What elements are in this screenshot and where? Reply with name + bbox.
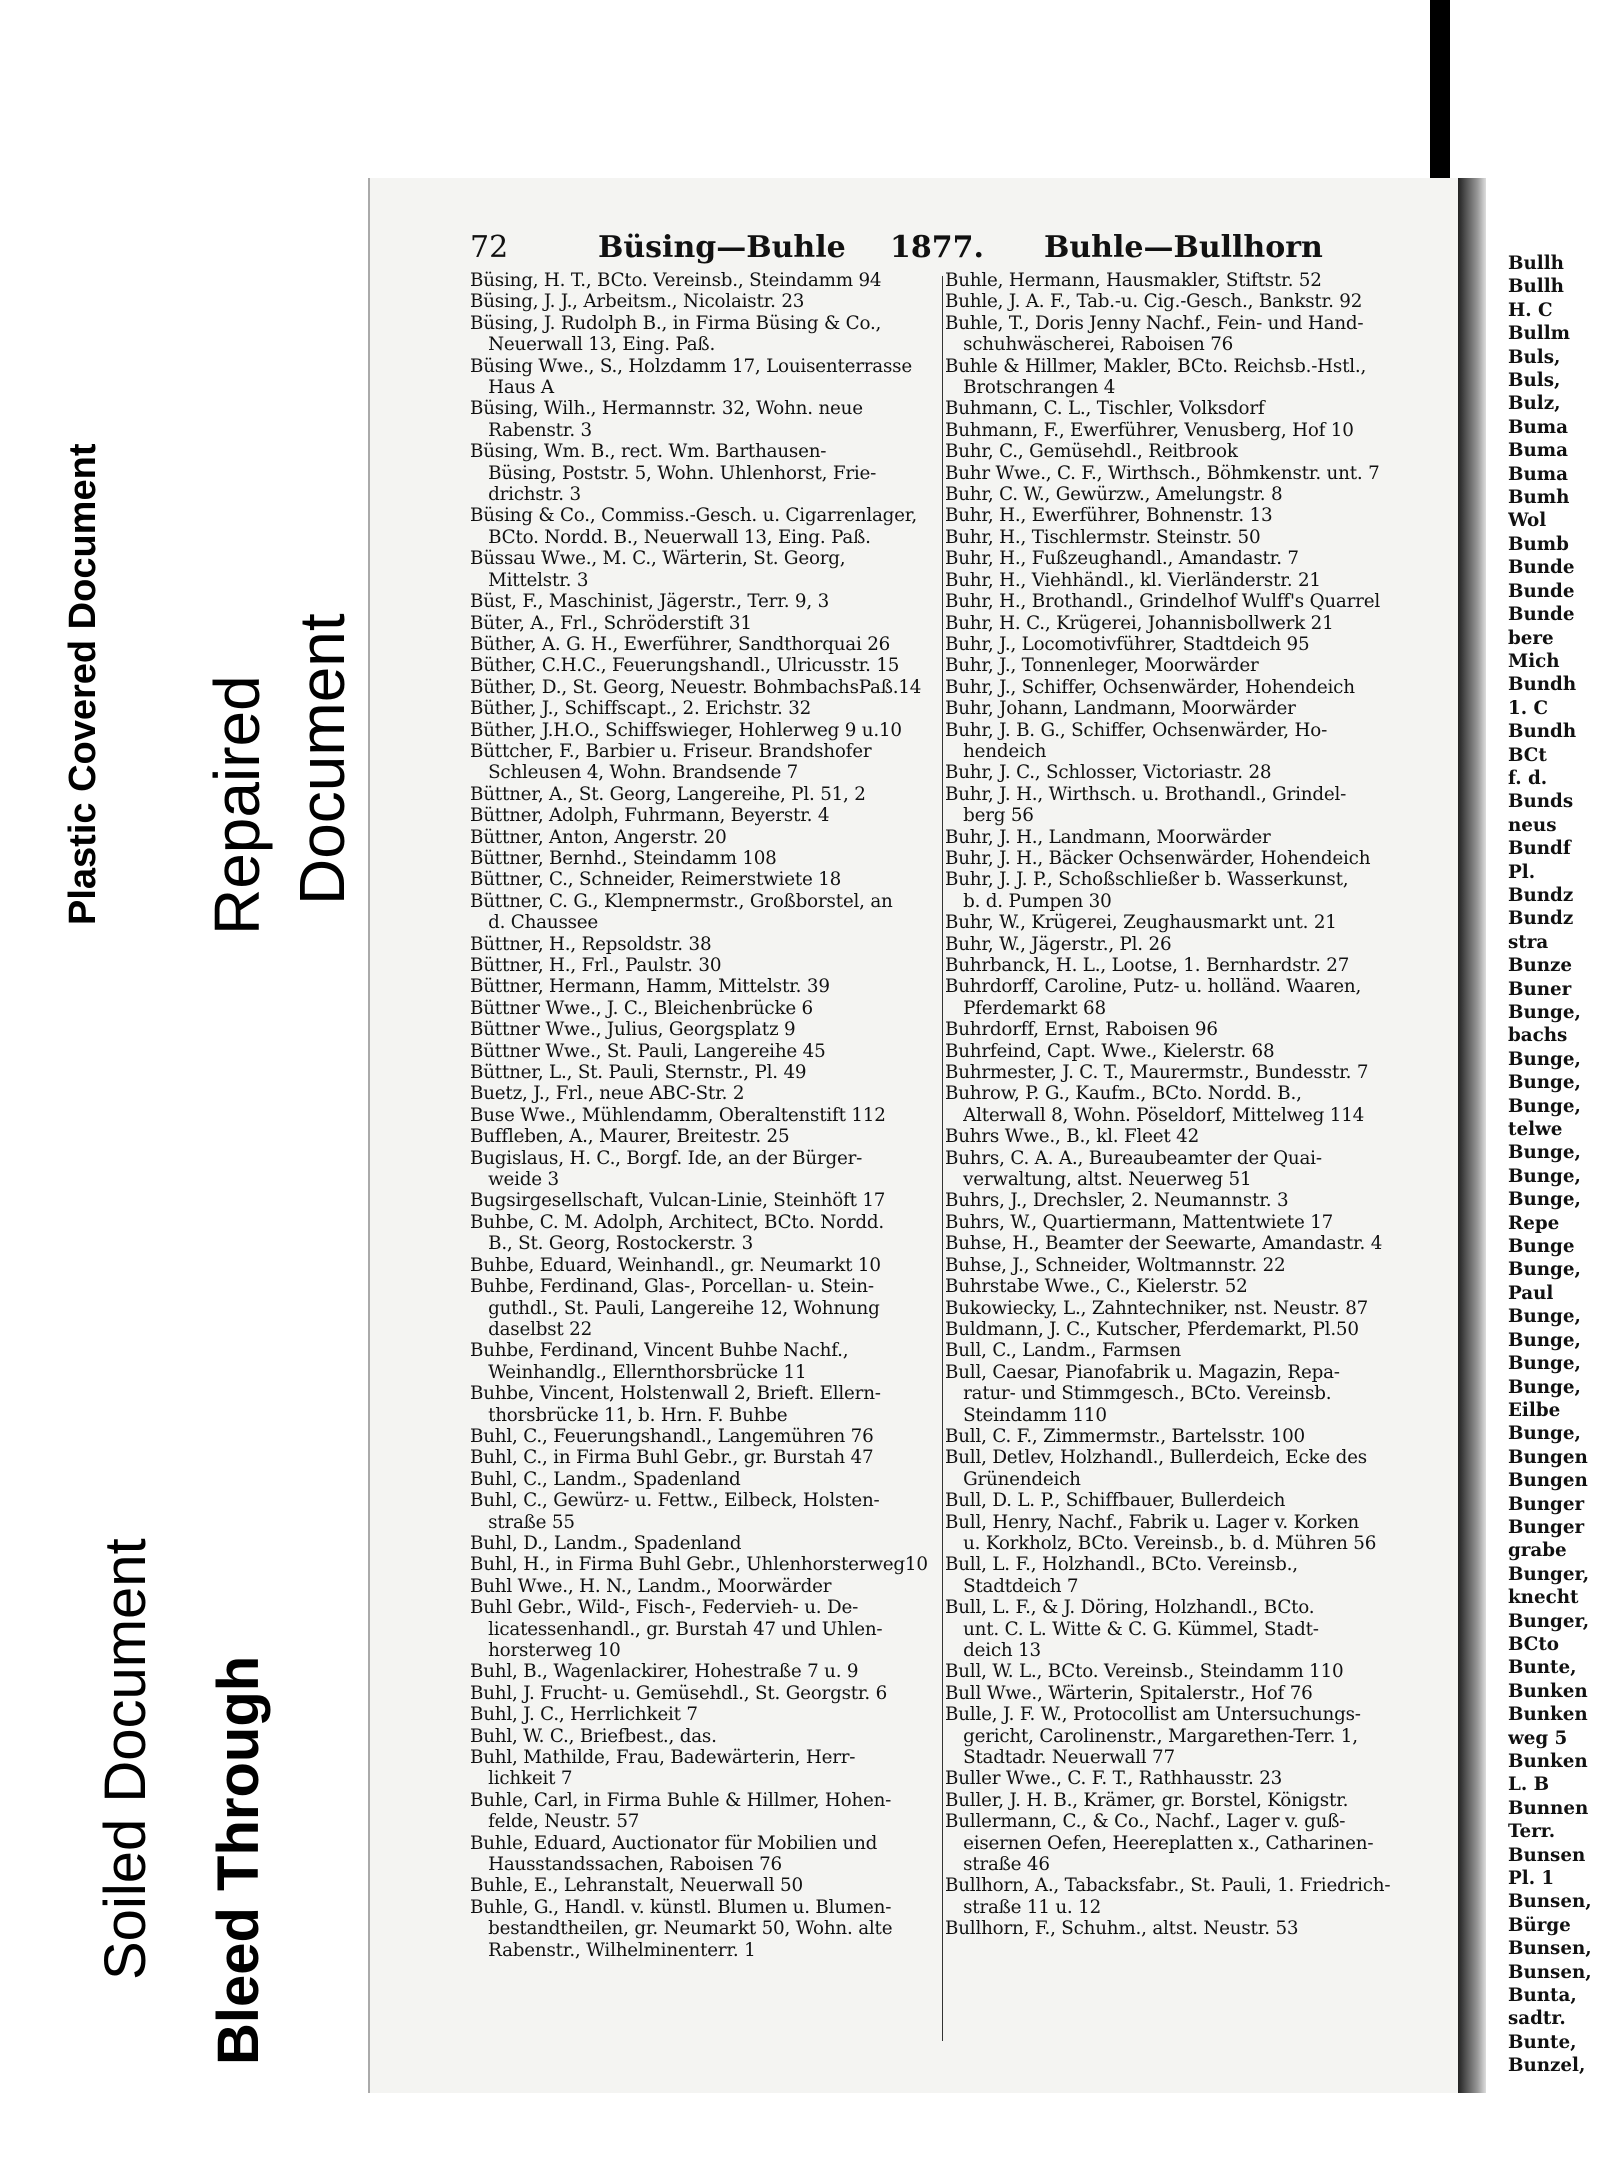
directory-entry: lichkeit 7 [470,1768,573,1790]
next-page-entry: Bunge, [1508,1329,1581,1351]
next-page-entry: H. C [1508,299,1553,321]
directory-entry: Buhr, W., Krügerei, Zeughausmarkt unt. 21 [945,912,1337,934]
directory-entry: Buhr, J., Locomotivführer, Stadtdeich 95 [945,633,1310,655]
directory-entry: Buhrmester, J. C. T., Maurermstr., Bundesstr. 7 [945,1062,1369,1084]
directory-entry: Buhrstabe Wwe., C., Kielerstr. 52 [945,1276,1248,1298]
directory-entry: Büssau Wwe., M. C., Wärterin, St. Georg, [470,548,846,570]
next-page-entry: Eilbe [1508,1399,1561,1421]
directory-entry: Büttner, C. G., Klempnermstr., Großborstel, an [470,890,893,912]
directory-entry: Bullhorn, A., Tabacksfabr., St. Pauli, 1. Friedrich- [945,1875,1391,1897]
page-header [470,230,1470,270]
directory-entry: weide 3 [470,1169,559,1191]
directory-entry: Bulle, J. F. W., Protocollist am Untersuchungs- [945,1704,1361,1726]
next-page-entry: Wol [1508,510,1547,532]
directory-entry: Buhrbanck, H. L., Lootse, 1. Bernhardstr. 27 [945,955,1350,976]
next-page-entry: Pl. 1 [1508,1868,1555,1890]
directory-entry: Bull, C. F., Zimmermstr., Bartelsstr. 100 [945,1425,1305,1447]
directory-entry: Buhr, J. C., Schlosser, Victoriastr. 28 [945,762,1272,784]
directory-entry: gericht, Carolinenstr., Margarethen-Terr. 1, [945,1725,1358,1747]
directory-entry: Büttner, Anton, Angerstr. 20 [470,826,727,848]
directory-entry: Büsing, Wm. B., rect. Wm. Barthausen- [470,441,827,463]
directory-entry: Buse Wwe., Mühlendamm, Oberaltenstift 112 [470,1104,886,1126]
next-page-fragment [1508,252,1600,2082]
next-page-entry: Bundf [1508,838,1571,860]
next-page-entry: Buma [1508,440,1568,462]
directory-entry: Bugislaus, H. C., Borgf. Ide, an der Bürger- [470,1147,863,1169]
plastic-covered-label: Plastic Covered Document [62,443,104,925]
directory-entry: Buhr, J., Tonnenleger, Moorwärder [945,655,1259,677]
next-page-entry: Bunte, [1508,2031,1577,2053]
directory-entry: Buhl, Mathilde, Frau, Badewärterin, Herr- [470,1747,856,1769]
directory-entry: Büttner Wwe., St. Pauli, Langereihe 45 [470,1040,826,1062]
directory-entry: Büttner, C., Schneider, Reimerstwiete 18 [470,869,842,891]
directory-entry: felde, Neustr. 57 [470,1811,640,1833]
next-page-entry: Bullh [1508,276,1564,298]
directory-entry: Bull, D. L. P., Schiffbauer, Bullerdeich [945,1490,1286,1512]
directory-entry: Büther, J.H.O., Schiffswieger, Hohlerweg 9 u.10 [470,719,902,741]
next-page-entry: Bunge, [1508,1142,1581,1164]
next-page-entry: Bumh [1508,487,1570,509]
next-page-entry: Buls, [1508,346,1561,368]
directory-entry: Buhle, Eduard, Auctionator für Mobilien und [470,1832,878,1854]
directory-entry: Buhr, C. W., Gewürzw., Amelungstr. 8 [945,484,1283,506]
next-page-entry: Paul [1508,1282,1554,1304]
next-page-entry: Bürge [1508,1914,1571,1936]
next-page-entry: bachs [1508,1025,1568,1047]
book-gutter [1458,178,1486,2093]
directory-entry: Buhle & Hillmer, Makler, BCto. Reichsb.-Hstl., [945,355,1367,377]
directory-entry: Schleusen 4, Wohn. Brandsende 7 [470,762,799,784]
directory-entry: Buhl, J. Frucht- u. Gemüsehdl., St. Georgstr. 6 [470,1682,888,1704]
next-page-entry: Bulz, [1508,393,1561,415]
page-number: 72 [470,230,509,265]
next-page-entry: Bunge, [1508,1165,1581,1187]
directory-entry: horsterweg 10 [470,1640,621,1661]
next-page-entry: Bunken [1508,1680,1588,1702]
directory-entry: Büsing, H. T., BCto. Vereinsb., Steindamm 94 [470,270,882,291]
directory-entry: Buhle, G., Handl. v. künstl. Blumen u. Blumen- [470,1896,892,1918]
directory-entry: Steindamm 110 [945,1404,1107,1426]
directory-entry: straße 11 u. 12 [945,1896,1102,1918]
directory-entry: Brotschrangen 4 [945,377,1116,399]
next-page-entry: neus [1508,814,1557,836]
directory-entry: thorsbrücke 11, b. Hrn. F. Buhbe [470,1404,788,1426]
directory-entry: Büttner Wwe., J. C., Bleichenbrücke 6 [470,997,813,1019]
next-page-entry: Buner [1508,978,1572,1000]
directory-entry: Bull, W. L., BCto. Vereinsb., Steindamm 110 [945,1661,1344,1683]
directory-entry: Buffleben, A., Maurer, Breitestr. 25 [470,1126,790,1148]
next-page-entry: Bunger [1508,1516,1585,1538]
directory-entry: Bull Wwe., Wärterin, Spitalerstr., Hof 76 [945,1682,1313,1704]
next-page-entry: Bunger, [1508,1563,1590,1585]
directory-entry: Buhl, C., Feuerungshandl., Langemühren 76 [470,1425,874,1447]
next-page-entry: Bunnen [1508,1797,1589,1819]
directory-entry: Rabenstr. 3 [470,419,592,441]
next-page-entry: L. B [1508,1774,1550,1796]
directory-entry: Buhr, H., Ewerführer, Bohnenstr. 13 [945,505,1273,527]
next-page-entry: Bunde [1508,580,1575,602]
next-page-entry: Bunger, [1508,1610,1590,1632]
next-page-entry: bere [1508,627,1554,649]
directory-entry: Bull, Detlev, Holzhandl., Bullerdeich, Ecke des [945,1447,1367,1469]
directory-entry: Buhmann, C. L., Tischler, Volksdorf [945,398,1265,420]
directory-entry: Buhrs, W., Quartiermann, Mattentwiete 17 [945,1211,1334,1233]
directory-entry: Büsing, Wilh., Hermannstr. 32, Wohn. neue [470,398,863,420]
directory-entry: Büttner, A., St. Georg, Langereihe, Pl. 51, 2 [470,783,866,805]
next-page-entry: f. d. [1508,767,1548,789]
directory-entry: Buhle, J. A. F., Tab.-u. Cig.-Gesch., Bankstr. 92 [945,291,1363,313]
directory-entry: Bull, Caesar, Pianofabrik u. Magazin, Repa- [945,1361,1340,1383]
next-page-entry: Buma [1508,416,1568,438]
directory-entry: Büttner Wwe., Julius, Georgsplatz 9 [470,1019,796,1041]
next-page-entry: Bunde [1508,604,1575,626]
next-page-entry: Bunken [1508,1751,1588,1772]
directory-entry: Buhr, H. C., Krügerei, Johannisbollwerk 21 [945,612,1334,634]
next-page-entry: Bundh [1508,721,1577,743]
directory-entry: Büttcher, F., Barbier u. Friseur. Brandshofer [470,740,872,762]
directory-entry: straße 46 [945,1854,1050,1876]
directory-entry: Buhle, T., Doris Jenny Nachf., Fein- und Hand- [945,312,1364,334]
directory-entry: Bull, C., Landm., Farmsen [945,1340,1181,1362]
directory-entry: Buhmann, F., Ewerführer, Venusberg, Hof 10 [945,419,1354,441]
next-page-entry: Repe [1508,1212,1560,1234]
directory-entry: Buhl, C., Landm., Spadenland [470,1468,741,1490]
repaired-label-line2: Document [286,613,358,905]
next-page-entry: Bunzel, [1508,2055,1586,2077]
bleed-through-label: Bleed Through [206,1655,271,2065]
directory-entry: u. Korkholz, BCto. Vereinsb., b. d. Mühren 56 [945,1532,1377,1554]
directory-entry: Rabenstr., Wilhelminenterr. 1 [470,1939,756,1961]
right-range-heading: Buhle—Bullhorn [1044,230,1323,265]
directory-entry: licatessenhandl., gr. Burstah 47 und Uhlen- [470,1618,883,1640]
directory-entry: Buhbe, Ferdinand, Glas-, Porcellan- u. Stein- [470,1276,874,1298]
next-page-entry: Bundz [1508,884,1574,906]
directory-entry: Bugsirgesellschaft, Vulcan-Linie, Steinhöft 17 [470,1190,886,1212]
directory-entry: Buhr, J. J. P., Schoßschließer b. Wasserkunst, [945,869,1349,891]
year-heading: 1877. [890,230,984,265]
directory-entry: Büsing, J. Rudolph B., in Firma Büsing & Co., [470,312,882,334]
next-page-entry: Bunds [1508,791,1574,813]
next-page-entry: Bunsen, [1508,1961,1592,1983]
directory-entry: Büttner, Hermann, Hamm, Mittelstr. 39 [470,976,830,998]
next-page-entry: Bungen [1508,1446,1588,1468]
next-page-entry: Bunge, [1508,1423,1581,1445]
directory-entry: Buhr, W., Jägerstr., Pl. 26 [945,933,1172,955]
next-page-entry: BCto [1508,1633,1559,1655]
next-page-entry: Bunze [1508,955,1573,977]
next-page-entry: Pl. [1508,861,1536,883]
next-page-entry: Bunde [1508,557,1575,579]
directory-entry: Grünendeich [945,1468,1081,1490]
next-page-entry: weg 5 [1508,1727,1568,1749]
directory-entry: Buhrs, C. A. A., Bureaubeamter der Quai- [945,1147,1322,1169]
directory-entry: verwaltung, altst. Neuerweg 51 [945,1169,1252,1191]
next-page-entry: Bunte, [1508,1657,1577,1679]
directory-entry: Buldmann, J. C., Kutscher, Pferdemarkt, Pl.50 [945,1318,1359,1340]
directory-entry: Büsing & Co., Commiss.-Gesch. u. Cigarrenlager, [470,505,917,527]
directory-entry: Stadtadr. Neuerwall 77 [945,1747,1175,1769]
next-page-entry: Mich [1508,650,1560,672]
directory-entry: Buhr, H., Viehhändl., kl. Vierländerstr. 21 [945,569,1321,591]
directory-entry: Buller Wwe., C. F. T., Rathhausstr. 23 [945,1768,1283,1790]
directory-entry: Stadtdeich 7 [945,1575,1079,1597]
directory-entry: Pferdemarkt 68 [945,997,1106,1019]
directory-entry: Büsing, Poststr. 5, Wohn. Uhlenhorst, Frie- [470,462,877,484]
directory-entry: b. d. Pumpen 30 [945,890,1112,912]
next-page-entry: telwe [1508,1119,1563,1141]
directory-entry: ratur- und Stimmgesch., BCto. Vereinsb. [945,1383,1332,1405]
directory-entry: Büttner, Bernhd., Steindamm 108 [470,847,777,869]
next-page-entry: 1. C [1508,697,1548,719]
next-page-entry: Buls, [1508,370,1561,392]
next-page-entry: Bunge, [1508,1002,1581,1023]
next-page-entry: Bullh [1508,253,1564,274]
directory-entry: Alterwall 8, Wohn. Pöseldorf, Mittelweg 114 [945,1104,1365,1126]
directory-entry: Buhr Wwe., C. F., Wirthsch., Böhmkenstr. unt. 7 [945,462,1380,484]
directory-entry: Buhr, J., Schiffer, Ochsenwärder, Hohendeich [945,676,1355,698]
directory-entry: Buetz, J., Frl., neue ABC-Str. 2 [470,1083,745,1105]
directory-entry: daselbst 22 [470,1318,593,1340]
next-page-entry: Bunsen [1508,1844,1586,1866]
directory-entry: d. Chaussee [470,912,599,934]
directory-entry: Büttner, H., Repsoldstr. 38 [470,933,712,955]
scanned-page [368,178,1460,2093]
next-page-entry: Bunge, [1508,1353,1581,1375]
directory-entry: Buhbe, Ferdinand, Vincent Buhbe Nachf., [470,1340,849,1362]
directory-entry: Buhl Gebr., Wild-, Fisch-, Federvieh- u. De- [470,1597,859,1619]
directory-entry: Buhrs, J., Drechsler, 2. Neumannstr. 3 [945,1190,1289,1212]
directory-entry: eisernen Oefen, Heereplatten x., Catharinen- [945,1832,1374,1854]
directory-entry: Büther, C.H.C., Feuerungshandl., Ulricusstr. 15 [470,655,900,677]
directory-entry: Büther, J., Schiffscapt., 2. Erichstr. 32 [470,698,812,720]
directory-entry: Büttner, Adolph, Fuhrmann, Beyerstr. 4 [470,805,830,827]
directory-entry: Buhr, C., Gemüsehdl., Reitbrook [945,441,1238,463]
directory-entry: BCto. Nordd. B., Neuerwall 13, Eing. Paß. [470,526,871,548]
left-range-heading: Büsing—Buhle [598,230,846,265]
directory-entry: Buhr, H., Tischlermstr. Steinstr. 50 [945,526,1261,548]
directory-entry: Buhbe, C. M. Adolph, Architect, BCto. Nordd. [470,1211,885,1233]
directory-entry: Buhl, C., Gewürz- u. Fettw., Eilbeck, Holsten- [470,1490,880,1512]
directory-entry: drichstr. 3 [470,484,581,506]
next-page-entry: BCt [1508,744,1547,766]
directory-entry: Buhrow, P. G., Kaufm., BCto. Nordd. B., [945,1083,1302,1105]
directory-entry: Buhr, Johann, Landmann, Moorwärder [945,698,1296,720]
directory-entry: Buhl, B., Wagenlackirer, Hohestraße 7 u. 9 [470,1661,859,1683]
directory-entry: Buhrs Wwe., B., kl. Fleet 42 [945,1126,1200,1148]
directory-entry: Bull, L. F., Holzhandl., BCto. Vereinsb., [945,1554,1298,1576]
directory-entry: Buhrdorff, Ernst, Raboisen 96 [945,1019,1218,1041]
directory-entry: Buhle, E., Lehranstalt, Neuerwall 50 [470,1875,803,1897]
directory-entry: Büther, D., St. Georg, Neuestr. BohmbachsPaß.14 [470,676,922,698]
directory-entry: Buhl, H., in Firma Buhl Gebr., Uhlenhorsterweg10 [470,1554,928,1576]
next-page-entry: grabe [1508,1540,1567,1562]
next-page-entry: Bunsen, [1508,1891,1592,1913]
directory-entry: Buhrfeind, Capt. Wwe., Kielerstr. 68 [945,1040,1275,1062]
directory-entry: Mittelstr. 3 [470,569,589,591]
directory-entry: Haus A [470,377,554,399]
directory-entry: Buhl, W. C., Briefbest., das. [470,1725,717,1747]
directory-entry: Büsing, J. J., Arbeitsm., Nicolaistr. 23 [470,291,805,313]
soiled-document-label: Soiled Document [93,1538,158,1980]
directory-entry: berg 56 [945,805,1034,827]
directory-entry: Buhr, J. B. G., Schiffer, Ochsenwärder, Ho- [945,719,1328,741]
next-page-entry: Bunsen, [1508,1938,1592,1960]
directory-entry: guthdl., St. Pauli, Langereihe 12, Wohnung [470,1297,880,1319]
directory-entry: Bullhorn, F., Schuhm., altst. Neustr. 53 [945,1918,1299,1940]
directory-entry: Buhr, J. H., Landmann, Moorwärder [945,826,1271,848]
right-column [945,270,1405,1940]
directory-entry: Büter, A., Frl., Schröderstift 31 [470,612,752,634]
next-page-entry: Bunta, [1508,1985,1577,2007]
directory-entry: Bukowiecky, L., Zahntechniker, nst. Neustr. 87 [945,1297,1369,1319]
next-page-entry: Bunge, [1508,1306,1581,1328]
next-page-entry: Bullm [1508,323,1570,345]
directory-entry: Buhl, J. C., Herrlichkeit 7 [470,1704,698,1726]
next-page-entry: Bunge, [1508,1189,1581,1211]
next-page-entry: knecht [1508,1587,1579,1609]
directory-entry: hendeich [945,740,1047,762]
directory-entry: bestandtheilen, gr. Neumarkt 50, Wohn. alte [470,1918,893,1940]
directory-entry: Buhbe, Vincent, Holstenwall 2, Brieft. Ellern- [470,1383,881,1405]
directory-entry: Buhl Wwe., H. N., Landm., Moorwärder [470,1575,832,1597]
next-page-entry: Bumb [1508,533,1569,555]
directory-entry: Büther, A. G. H., Ewerführer, Sandthorquai 26 [470,633,891,655]
next-page-entry: Buma [1508,463,1568,485]
directory-entry: straße 55 [470,1511,575,1533]
directory-entry: Buhrdorff, Caroline, Putz- u. holländ. Waaren, [945,976,1362,998]
directory-entry: Buhr, J. H., Bäcker Ochsenwärder, Hohendeich [945,847,1371,869]
directory-entry: Büsing Wwe., S., Holzdamm 17, Louisenterrasse [470,355,912,377]
next-page-entry: Bunge [1508,1236,1575,1258]
directory-entry: Bull, Henry, Nachf., Fabrik u. Lager v. Korken [945,1511,1359,1533]
next-page-entry: Bundz [1508,908,1574,930]
directory-entry: Neuerwall 13, Eing. Paß. [470,334,716,356]
directory-entry: deich 13 [945,1640,1041,1661]
directory-entry: Bull, L. F., & J. Döring, Holzhandl., BCto. [945,1597,1315,1619]
directory-entry: Buller, J. H. B., Krämer, gr. Borstel, Königstr. [945,1789,1349,1811]
directory-entry: Buhse, J., Schneider, Woltmannstr. 22 [945,1254,1286,1276]
directory-entry: Buhle, Hermann, Hausmakler, Stiftstr. 52 [945,270,1322,291]
directory-entry: Buhr, J. H., Wirthsch. u. Brothandl., Grindel- [945,783,1347,805]
next-page-entry: Bunge, [1508,1048,1581,1070]
directory-entry: Buhr, H., Brothandl., Grindelhof Wulff's Quarrel [945,591,1380,613]
next-page-entry: sadtr. [1508,2008,1566,2030]
directory-entry: Büttner, H., Frl., Paulstr. 30 [470,955,722,976]
directory-entry: B., St. Georg, Rostockerstr. 3 [470,1233,754,1255]
directory-entry: Buhl, D., Landm., Spadenland [470,1532,742,1554]
next-page-entry: Bunge, [1508,1072,1581,1094]
directory-entry: schuhwäscherei, Raboisen 76 [945,334,1234,356]
directory-entry: Buhse, H., Beamter der Seewarte, Amandastr. 4 [945,1233,1383,1255]
directory-entry: Buhr, H., Fußzeughandl., Amandastr. 7 [945,548,1299,570]
next-page-entry: Terr. [1508,1821,1556,1843]
directory-entry: Büst, F., Maschinist, Jägerstr., Terr. 9, 3 [470,591,830,613]
scan-edge-shadow [1430,0,1450,178]
next-page-entry: Bungen [1508,1470,1588,1492]
directory-entry: Büttner, L., St. Pauli, Sternstr., Pl. 49 [470,1062,807,1084]
next-page-entry: Bunger [1508,1493,1585,1515]
next-page-entry: Bunge, [1508,1259,1581,1281]
directory-entry: Buhbe, Eduard, Weinhandl., gr. Neumarkt 10 [470,1254,881,1276]
repaired-label-line1: Repaired [201,675,273,935]
directory-entry: Buhl, C., in Firma Buhl Gebr., gr. Burstah 47 [470,1447,874,1469]
directory-entry: Bullermann, C., & Co., Nachf., Lager v. guß- [945,1811,1346,1833]
next-page-entry: Bundh [1508,674,1577,696]
next-page-entry: Bunge, [1508,1376,1581,1398]
next-page-entry: Bunge, [1508,1095,1581,1117]
directory-entry: Weinhandlg., Ellernthorsbrücke 11 [470,1361,807,1383]
next-page-entry: Bunken [1508,1704,1588,1726]
directory-entry: unt. C. L. Witte & C. G. Kümmel, Stadt- [945,1618,1319,1640]
directory-entry: Hausstandssachen, Raboisen 76 [470,1854,782,1876]
left-column [470,270,952,1961]
directory-entry: Buhle, Carl, in Firma Buhle & Hillmer, Hohen- [470,1789,892,1811]
next-page-entry: stra [1508,931,1549,953]
